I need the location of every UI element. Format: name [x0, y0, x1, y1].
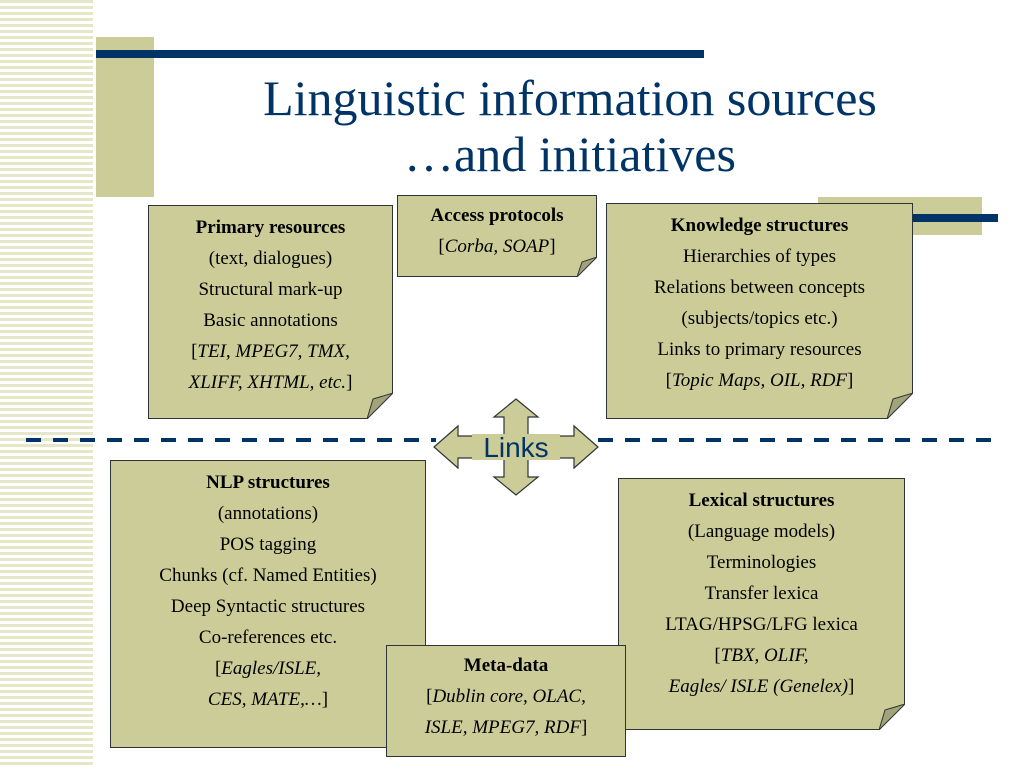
box-line: Hierarchies of types	[683, 246, 836, 267]
box-line	[149, 336, 392, 367]
folded-corner-icon	[879, 704, 905, 730]
box-line: Chunks (cf. Named Entities)	[159, 565, 377, 586]
bracket: [	[191, 341, 198, 362]
box-line	[387, 712, 625, 743]
box-line	[149, 367, 392, 398]
bracket: ]	[321, 689, 329, 710]
box-line	[387, 681, 625, 712]
standards-text: XLIFF, XHTML, etc.	[188, 372, 347, 393]
box-line	[619, 640, 904, 671]
links-label: Links	[483, 432, 549, 463]
bracket: [	[438, 236, 445, 257]
box-line	[111, 684, 425, 715]
title-line-1: Linguistic information sources	[263, 70, 877, 126]
folded-corner-icon	[887, 393, 913, 419]
bracket: [	[214, 658, 222, 679]
box-line: POS tagging	[219, 534, 317, 555]
box-line: Terminologies	[706, 552, 817, 573]
box-heading: NLP structures	[206, 472, 330, 493]
box-access-protocols	[397, 195, 597, 277]
box-line	[619, 671, 904, 702]
bracket: ]	[549, 236, 556, 257]
box-line: Links to primary resources	[657, 339, 862, 360]
box-line: (annotations)	[217, 503, 319, 524]
title-line-2: …and initiatives	[404, 126, 736, 182]
box-heading: Primary resources	[195, 217, 346, 238]
box-line: LTAG/HPSG/LFG lexica	[665, 614, 858, 635]
box-line: Co-references etc.	[198, 627, 338, 648]
links-four-way-arrow	[432, 398, 600, 496]
bracket: [	[714, 645, 721, 666]
box-line: Relations between concepts	[653, 277, 866, 298]
box-meta-data	[386, 645, 626, 757]
box-line	[398, 231, 596, 262]
box-line: Basic annotations	[203, 310, 338, 331]
standards-text: Eagles/ ISLE (Genelex)	[668, 676, 849, 697]
standards-text: TEI, MPEG7, TMX,	[197, 341, 350, 362]
box-line	[607, 365, 912, 396]
box-knowledge-structures	[606, 203, 913, 419]
box-line: (subjects/topics etc.)	[681, 308, 838, 329]
box-heading: Meta-data	[463, 655, 549, 676]
striped-sidebar	[0, 0, 93, 768]
box-line: Deep Syntactic structures	[170, 596, 366, 617]
page-title	[160, 70, 980, 182]
folded-corner-icon	[367, 393, 393, 419]
bracket: ]	[346, 372, 353, 393]
bracket: ]	[580, 717, 588, 738]
box-heading: Access protocols	[430, 205, 564, 226]
standards-text: ISLE, MPEG7, RDF	[424, 717, 581, 738]
bracket: ]	[847, 370, 854, 391]
box-heading: Lexical structures	[688, 490, 835, 511]
box-line: (Language models)	[687, 521, 836, 542]
standards-text: Eagles/ISLE,	[221, 658, 322, 679]
bracket: [	[426, 686, 433, 707]
bracket: ]	[848, 676, 855, 697]
box-lexical-structures	[618, 478, 905, 730]
box-nlp-structures	[110, 460, 426, 748]
standards-text: TBX, OLIF,	[720, 645, 809, 666]
box-line: (text, dialogues)	[208, 248, 333, 269]
box-line: Structural mark-up	[198, 279, 343, 300]
standards-text: Dublin core, OLAC,	[432, 686, 586, 707]
bracket: [	[665, 370, 672, 391]
box-line: Transfer lexica	[704, 583, 819, 604]
box-heading: Knowledge structures	[670, 215, 849, 236]
standards-text: Topic Maps, OIL, RDF	[671, 370, 848, 391]
box-line	[111, 653, 425, 684]
folded-corner-icon	[577, 257, 597, 277]
standards-text: CES, MATE,…	[207, 689, 322, 710]
dashed-divider-right	[598, 438, 1000, 442]
dashed-divider-left	[26, 438, 436, 442]
box-primary-resources	[148, 205, 393, 419]
standards-text: Corba, SOAP	[444, 236, 550, 257]
decor-square-top	[96, 37, 154, 197]
decor-bar-top	[96, 50, 704, 58]
